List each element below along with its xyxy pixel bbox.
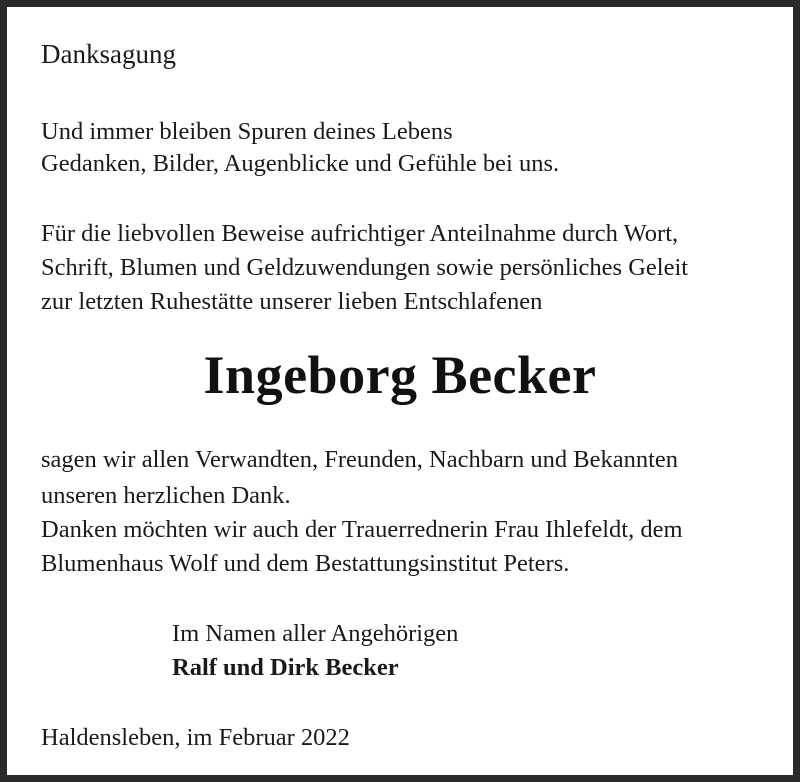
deceased-name: Ingeborg Becker [203,345,597,405]
thanks-intro-line: zur letzten Ruhestätte unserer lieben Entschlafenen [41,288,543,315]
thanks-body-line: sagen wir allen Verwandten, Freunden, Nachbarn und Bekannten [41,446,679,473]
place-date: Haldensleben, im Februar 2022 [41,724,350,751]
thanks-body-line: Blumenhaus Wolf und dem Bestattungsinstitut Peters. [41,550,570,577]
notice-heading: Danksagung [41,39,176,69]
poem-line: Und immer bleiben Spuren deines Lebens [41,118,453,145]
thanks-intro-line: Schrift, Blumen und Geldzuwendungen sowie persönliches Geleit [41,254,689,281]
thanks-intro-line: Für die liebvollen Beweise aufrichtiger Anteilnahme durch Wort, [41,220,679,247]
signature-names: Ralf und Dirk Becker [172,654,399,681]
thanks-body-line: Danken möchten wir auch der Trauerrednerin Frau Ihlefeldt, dem [41,516,683,543]
signature-line: Im Namen aller Angehörigen [172,620,459,647]
thanks-body-line: unseren herzlichen Dank. [41,482,291,509]
poem-line: Gedanken, Bilder, Augenblicke und Gefühle bei uns. [41,150,560,177]
